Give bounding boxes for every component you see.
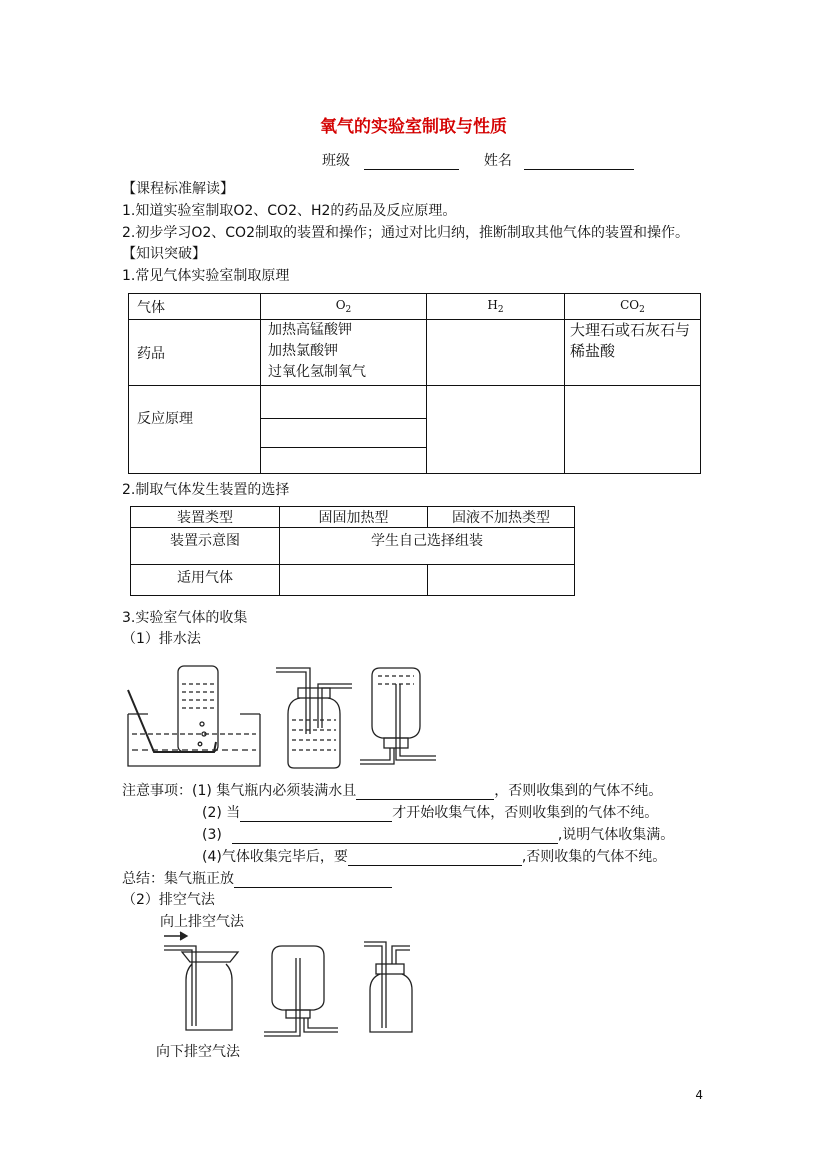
table1-reaction-label: 反应原理 [129, 386, 261, 474]
table2-head-solid-liquid: 固液不加热类型 [428, 507, 575, 528]
table1-drugs-co2: 大理石或石灰石与 稀盐酸 [565, 320, 701, 386]
class-blank[interactable] [364, 154, 459, 170]
standards-item-1: 1.知道实验室制取O2、CO2、H2的药品及反应原理。 [122, 203, 457, 219]
knowledge-heading: 【知识突破】 [122, 246, 206, 262]
table2-head-solid-heat: 固固加热型 [280, 507, 428, 528]
knowledge-sub2: 2.制取气体发生装置的选择 [122, 482, 290, 498]
table2-diagram-value: 学生自己选择组装 [280, 528, 575, 565]
table2-gas-solid-heat[interactable] [280, 565, 428, 596]
upward-air-label: 向上排空气法 [160, 914, 244, 930]
note4-blank[interactable] [348, 850, 522, 866]
table1-head-gas: 气体 [129, 294, 261, 320]
gas-principle-table [128, 293, 701, 474]
table2-diagram-label: 装置示意图 [131, 528, 280, 565]
air-bottle-upright-diagram [362, 938, 422, 1038]
table1-head-h2: $H_2$ [427, 294, 565, 320]
table2-head-type: 装置类型 [131, 507, 280, 528]
table1-head-o2: $O_2$ [261, 294, 427, 320]
table1-drugs-o2 [261, 320, 427, 386]
page-number: 4 [695, 1088, 703, 1102]
name-blank[interactable] [524, 154, 634, 170]
o2-reaction-line-2[interactable] [261, 419, 426, 448]
water-notes-4: (4)气体收集完毕后，要 ,否则收集的气体不纯。 [202, 849, 667, 865]
table1-drugs-h2[interactable] [427, 320, 565, 386]
table1-reaction-h2[interactable] [427, 386, 565, 474]
water-notes-3: (3) ,说明气体收集满。 [202, 827, 675, 843]
table1-drugs-label: 药品 [129, 320, 261, 386]
standards-heading: 【课程标准解读】 [122, 181, 234, 197]
page-title: 氧气的实验室制取与性质 [320, 117, 507, 137]
class-label: 班级 [322, 153, 350, 169]
o2-drug-3: 过氧化氢制氧气 [268, 364, 366, 380]
o2-drug-1: 加热高锰酸钾 [268, 322, 352, 338]
summary-blank[interactable] [234, 872, 392, 888]
generator-table [130, 506, 575, 596]
table2-gas-label: 适用气体 [131, 565, 280, 596]
note2-blank[interactable] [240, 806, 392, 822]
knowledge-sub3: 3.实验室气体的收集 [122, 610, 248, 626]
upward-air-bottle-diagram [160, 930, 250, 1036]
water-notes-1: 注意事项：(1) 集气瓶内必须装满水且 ，否则收集到的气体不纯。 [122, 783, 663, 799]
gas-bottle-water-in-diagram [274, 664, 354, 774]
water-summary: 总结：集气瓶正放 [122, 868, 392, 888]
o2-drug-2: 加热氯酸钾 [268, 343, 338, 359]
downward-air-label: 向下排空气法 [156, 1044, 240, 1060]
standards-item-2: 2.初步学习O2、CO2制取的装置和操作；通过对比归纳，推断制取其他气体的装置和操作。 [122, 225, 689, 241]
o2-reaction-line-3[interactable] [261, 448, 426, 472]
air-bottle-inverted-diagram [262, 944, 342, 1044]
note3-blank[interactable] [232, 828, 558, 844]
o2-reaction-line-1[interactable] [261, 386, 426, 419]
table1-head-co2: $CO_2$ [565, 294, 701, 320]
table1-reaction-co2[interactable] [565, 386, 701, 474]
gas-bottle-inverted-diagram [358, 664, 438, 774]
note1-blank[interactable] [356, 784, 494, 800]
table2-gas-solid-liquid[interactable] [428, 565, 575, 596]
knowledge-sub1: 1.常见气体实验室制取原理 [122, 268, 290, 284]
air-method-heading: （2）排空气法 [122, 892, 215, 908]
name-label: 姓名 [483, 153, 512, 169]
table1-reaction-o2[interactable] [261, 386, 427, 474]
class-name-line [322, 150, 634, 170]
water-trough-diagram [124, 660, 264, 770]
water-method-heading: （1）排水法 [122, 631, 201, 647]
water-notes-2: (2) 当 才开始收集气体，否则收集到的气体不纯。 [202, 805, 659, 821]
